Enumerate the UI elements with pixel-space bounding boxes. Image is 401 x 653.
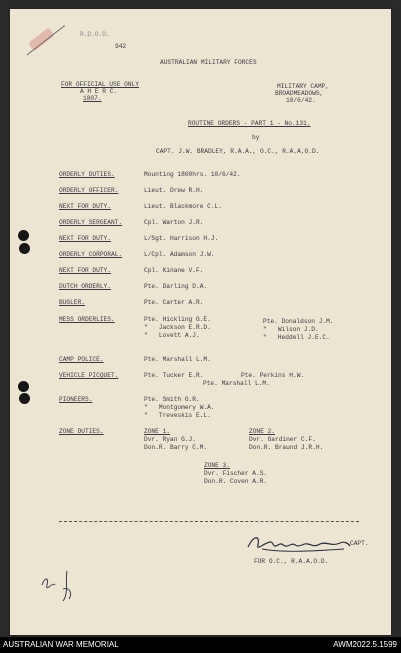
- duty-label: ORDERLY OFFICER.: [59, 187, 119, 194]
- red-stamp: [22, 19, 75, 67]
- camp-police-label: CAMP POLICE.: [59, 356, 104, 363]
- pioneer-2: " Montgomery W.A.: [144, 404, 215, 411]
- duty-value: L/Cpl. Adamson J.W.: [144, 251, 215, 258]
- handwritten-initials: [39, 567, 83, 603]
- signature-rank: CAPT.: [350, 540, 369, 547]
- document-page: [10, 9, 391, 635]
- duty-label: NEXT FOR DUTY.: [59, 203, 111, 210]
- vehicle-picquet-label: VEHICLE PICQUET.: [59, 372, 119, 379]
- for-line: FOR O.C., R.A.A.O.D.: [254, 558, 329, 565]
- duty-value: Cpl. Kinane V.F.: [144, 267, 204, 274]
- routine-order-heading: ROUTINE ORDERS - PART 1 - No.131.: [188, 120, 311, 127]
- left-header-2: A H E R C.: [80, 88, 118, 95]
- duty-label: BUGLER.: [59, 299, 85, 306]
- pioneer-1: Pte. Smith G.R.: [144, 396, 200, 403]
- zone2-title: ZONE 2.: [249, 428, 275, 435]
- duty-value: Lieut. Drew R.H.: [144, 187, 204, 194]
- duty-label: NEXT FOR DUTY.: [59, 267, 111, 274]
- zone2-value-1: Dvr. Gardiner C.F.: [249, 436, 316, 443]
- zone2-value-2: Don.R. Braund J.R.H.: [249, 444, 324, 451]
- camp-police-value: Pte. Marshall L.M.: [144, 356, 211, 363]
- duty-value: Cpl. Warton J.R.: [144, 219, 204, 226]
- punch-hole: [19, 243, 30, 254]
- right-header-3: 10/6/42.: [286, 97, 316, 104]
- duty-label: ORDERLY SERGEANT.: [59, 219, 123, 226]
- mess-orderlies-label: MESS ORDERLIES.: [59, 316, 115, 323]
- zone1-title: ZONE 1.: [144, 428, 170, 435]
- mess-right-3: " Heddell J.E.C.: [263, 334, 330, 341]
- duty-value: Lieut. Blackmore C.L.: [144, 203, 222, 210]
- stamp-number: 942: [115, 43, 127, 50]
- vehicle-value-3: Pte. Marshall L.M.: [203, 380, 270, 387]
- left-header-3: 1807.: [83, 95, 102, 102]
- punch-hole: [18, 381, 29, 392]
- zone3-value-1: Dvr. Fischer A.S.: [204, 470, 268, 477]
- mess-right-2: " Wilson J.D.: [263, 326, 319, 333]
- by-line: CAPT. J.W. BRADLEY, R.A.A., O.C., R.A.A.O.D.: [156, 148, 320, 155]
- duty-label: ORDERLY DUTIES.: [59, 171, 115, 178]
- mess-left-2: " Jackson E.R.D.: [144, 324, 211, 331]
- vehicle-value-1: Pte. Tucker E.R.: [144, 372, 204, 379]
- duty-value: L/Sgt. Harrison H.J.: [144, 235, 219, 242]
- dashed-divider: [59, 521, 359, 522]
- punch-hole: [18, 230, 29, 241]
- duty-value: Pte. Carter A.R.: [144, 299, 204, 306]
- mess-left-1: Pte. Hickling G.E.: [144, 316, 211, 323]
- zone1-value-2: Don.R. Barry C.M.: [144, 444, 208, 451]
- right-header-1: MILITARY CAMP,: [277, 83, 329, 90]
- stamp-label: R.D.O.D.: [80, 31, 110, 38]
- handwritten-signature: [244, 533, 354, 555]
- duty-value: Pte. Darling D.A.: [144, 283, 208, 290]
- zone-duties-label: ZONE DUTIES.: [59, 428, 104, 435]
- duty-label: ORDERLY CORPORAL.: [59, 251, 123, 258]
- footer-bar: [0, 637, 401, 653]
- footer-accession-number: AWM2022.5.1599: [333, 640, 397, 649]
- punch-hole: [19, 393, 30, 404]
- zone3-title: ZONE 3.: [204, 462, 230, 469]
- footer-source: AUSTRALIAN WAR MEMORIAL: [3, 640, 119, 649]
- duty-value: Mounting 1800hrs. 10/6/42.: [144, 171, 241, 178]
- right-header-2: BROADMEADOWS,: [275, 90, 324, 97]
- zone1-value-1: Dvr. Ryan G.J.: [144, 436, 196, 443]
- zone3-value-2: Don.R. Coven A.R.: [204, 478, 268, 485]
- pioneers-label: PIONEERS.: [59, 396, 93, 403]
- vehicle-value-2: Pte. Perkins H.W.: [241, 372, 305, 379]
- duty-label: DUTCH ORDERLY.: [59, 283, 111, 290]
- pioneer-3: " Treveskis E.L.: [144, 412, 211, 419]
- document-title: AUSTRALIAN MILITARY FORCES: [160, 59, 257, 66]
- duty-label: NEXT FOR DUTY.: [59, 235, 111, 242]
- mess-left-3: " Lovett A.J.: [144, 332, 200, 339]
- mess-right-1: Pte. Donaldson J.M.: [263, 318, 334, 325]
- by-word: by: [252, 134, 260, 141]
- left-header-1: FOR OFFICIAL USE ONLY: [61, 81, 139, 88]
